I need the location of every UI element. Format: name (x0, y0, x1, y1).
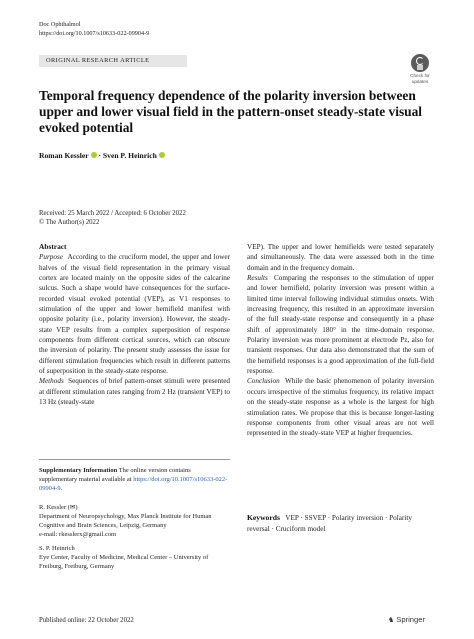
orcid-icon[interactable] (159, 152, 165, 158)
abstract-purpose (39, 252, 230, 376)
supplementary-end: . (60, 485, 63, 492)
keywords-block (247, 513, 434, 534)
results-text: Comparing the responses to the stimulation of upper and lower hemifield, polarity inversion was present within a limited time interval following individual stimulus onsets. With increasing frequency, this resulted in an approximate inversion of the full steady-state response and consequently in a phase shift of approximately 180° in the time-domain response. Polarity inversion was more prominent at electrode Pz, also for transient responses. Our data also demonstrated that the sum of the hemifield responses is a good approximation of the full-field response. (247, 274, 435, 376)
abstract-left-column (39, 242, 230, 408)
article-title: Temporal frequency dependence of the polarity inversion between upper and lower visual field in the pattern-onset steady-state visual evoked potential (39, 88, 423, 135)
affil-kessler-name: R. Kessler (✉) (39, 504, 78, 511)
conclusion-label: Conclusion (247, 377, 280, 386)
affil-kessler-dept: Department of Neuropsychology, Max Planck Institute for Human Cognitive and Brain Sciences, Leipzig, Germany (39, 513, 212, 529)
author-list (39, 151, 165, 160)
supplementary-label: Supplementary Information (39, 467, 118, 474)
methods-continued: VEP). The upper and lower hemifields were tested separately and simultaneously. The data were assessed both in the time domain and in the frequency domain. (247, 243, 434, 272)
publisher-logo (388, 615, 425, 624)
keywords-label: Keywords (247, 513, 280, 522)
crossmark-icon (411, 54, 429, 72)
methods-label: Methods (39, 377, 64, 386)
author-separator: · (96, 151, 103, 160)
keywords-text: VEP · SSVEP · Polarity inversion · Polarity reversal · Cruciform model (247, 514, 412, 533)
abstract-conclusion (247, 376, 434, 438)
published-date: Published online: 22 October 2022 (39, 617, 134, 624)
journal-header (39, 20, 149, 38)
conclusion-text: While the basic phenomenon of polarity inversion occurs irrespective of the stimulus frequency, its relative impact on the steady-state response as a whole is the largest for high stimulation rates. We propose that this is because longer-lasting response components from other visual areas are not well represented in the steady-state VEP at higher frequencies. (247, 377, 434, 438)
affil-kessler-email[interactable]: e-mail: rkesslerx@gmail.com (39, 531, 117, 538)
article-type-badge: ORIGINAL RESEARCH ARTICLE (39, 55, 187, 67)
copyright: © The Author(s) 2022 (39, 219, 100, 226)
affil-heinrich-name: S. P. Heinrich (39, 545, 75, 552)
abstract-right-column (247, 242, 434, 439)
author-kessler[interactable]: Roman Kessler (39, 151, 89, 160)
crossmark-label-1: Check for (410, 73, 430, 78)
purpose-text: According to the cruciform model, the upper and lower halves of the visual field representation in the primary visual cortex are located mainly on the opposite sides of the calcarine sulcus. Such a shape would have consequences for the surface-recorded visual evoked potential (VEP), as V1 responses to stimulation of the upper and lower hemifield manifest with opposite polarity (i.e., polarity inversion). However, the steady-state VEP results from a complex superposition of response components from different cortical sources, which can obscure the inversion of polarity. The present study assesses the issue for different stimulation frequencies which result in different patterns of superposition in the steady-state response. (39, 253, 230, 376)
article-dates (39, 209, 186, 227)
abstract-heading: Abstract (39, 242, 67, 251)
affiliation-kessler (39, 503, 230, 539)
supplementary-link[interactable]: https://doi.org/10.1007/s10633-022-09904-9 (39, 476, 228, 492)
doi-link[interactable]: https://doi.org/10.1007/s10633-022-09904-9 (39, 30, 150, 37)
footnote-divider (39, 459, 230, 460)
abstract-results (247, 273, 434, 376)
received-accepted: Received: 25 March 2022 / Accepted: 6 October 2022 (39, 210, 186, 217)
crossmark-label-2: updates (411, 79, 429, 84)
supplementary-info (39, 466, 230, 493)
springer-horse-icon: ♞ (388, 617, 395, 624)
abstract-methods (39, 376, 230, 407)
crossmark-badge[interactable] (405, 54, 435, 84)
purpose-label: Purpose (39, 253, 63, 262)
publisher-name: Springer (396, 615, 425, 624)
methods-text: Sequences of brief pattern-onset stimuli were presented at different stimulation rates ranging from 2 Hz (transient VEP) to 13 Hz (steady-state (39, 377, 231, 407)
affiliations (39, 503, 230, 576)
affil-heinrich-dept: Eye Center, Faculty of Medicine, Medical Center – University of Freiburg, Freiburg, Germany (39, 554, 209, 570)
affiliation-heinrich (39, 544, 230, 571)
author-heinrich[interactable]: Sven P. Heinrich (102, 151, 157, 160)
supplementary-text: The online version contains supplementary material available at (39, 467, 191, 483)
results-label: Results (247, 274, 268, 283)
journal-name: Doc Ophthalmol (39, 21, 81, 28)
